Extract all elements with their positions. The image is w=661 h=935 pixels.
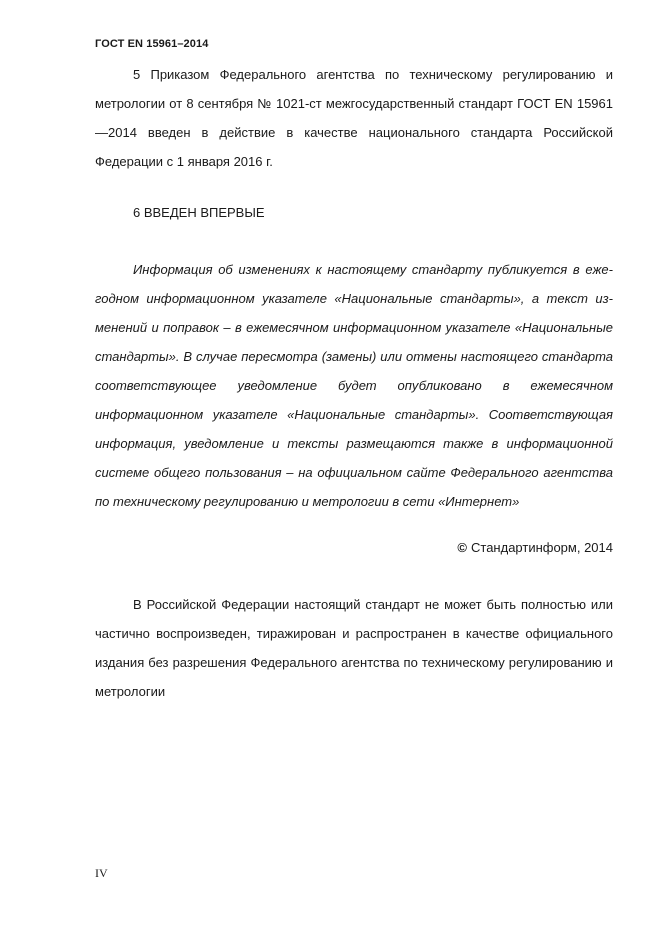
- document-code-header: ГОСТ EN 15961–2014: [95, 38, 209, 50]
- copyright-line: [457, 536, 613, 560]
- publication-info-item-5: 5 Приказом Федерального агентства по техническому регулированию и метрологии от 8 сентября № 1021-ст межгосударственный стандарт ГОСТ EN 15961—2014 введен в действие в качестве национального стандарта Российской Федерации с 1 января 2016 г.: [95, 67, 613, 169]
- copyright-symbol: ©: [457, 540, 467, 555]
- change-information-notice: Информация об изменениях к настоящему стандарту публикуется в ежегодном информационном указателе «Национальные стандарты», а текст изменений и поправок – в ежемесячном информационном указателе «Национальные стандарты». В случае пересмотра (замены) или отмены настоящего стандарта соответствующее уведомление будет опубликовано в ежемесячном информационном указателе «Национальные стандарты». Соответствующая информация, уведомление и тексты размещаются также в информационной системе общего пользования – на официальном сайте Федерального агентства по техническому регулированию и метрологии в сети «Интернет»: [95, 262, 613, 509]
- reproduction-rights-notice: В Российской Федерации настоящий стандарт не может быть полностью или частично воспроизведен, тиражирован и распространен в качестве официального издания без разрешения Федерального агентства по техническому регулированию и метрологии: [95, 597, 613, 699]
- page-number: IV: [95, 866, 108, 880]
- publication-info-item-6: 6 ВВЕДЕН ВПЕРВЫЕ: [133, 205, 265, 220]
- copyright-text: Стандартинформ, 2014: [471, 540, 613, 555]
